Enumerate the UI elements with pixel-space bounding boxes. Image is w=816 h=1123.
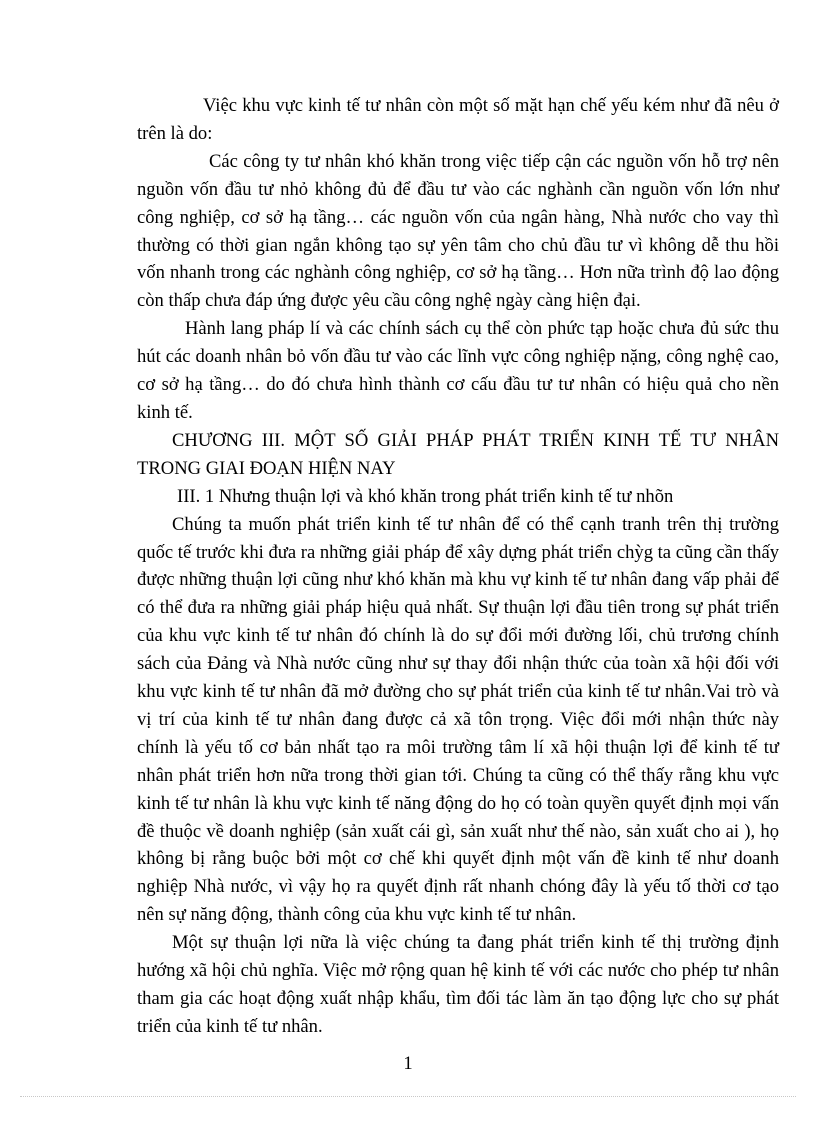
capital-access-paragraph: Các công ty tư nhân khó khăn trong việc tiếp cận các nguồn vốn hỗ trợ nên nguồn vốn đầu tư nhỏ không đủ để đầu tư vào các nghành cần nguồn vốn lớn như công nghiệp, cơ sở hạ tầng… các nguồn vốn của ngân hàng, Nhà nước cho vay thì thường có thời gian ngắn không tạo sự yên tâm cho chủ đầu tư vì không dễ thu hồi vốn nhanh trong các nghành công nghiệp, cơ sở hạ tầng… Hơn nữa trình độ lao động còn thấp chưa đáp ứng được yêu cầu công nghệ ngày càng hiện đại. [137, 150, 779, 312]
legal-framework-paragraph: Hành lang pháp lí và các chính sách cụ thể còn phức tạp hoặc chưa đủ sức thu hút các doanh nhân bỏ vốn đầu tư vào các lĩnh vực công nghiệp nặng, công nghệ cao, cơ sở hạ tầng… do đó chưa hình thành cơ cấu đầu tư tư nhân có hiệu quả cho nền kinh tế. [137, 318, 779, 423]
page-bottom-divider [20, 1096, 796, 1097]
section-heading: III. 1 Nhưng thuận lợi và khó khăn trong phát triển kinh tế tư nhõn [177, 485, 674, 507]
advantages-paragraph: Chúng ta muốn phát triển kinh tế tư nhân để có thể cạnh tranh trên thị trường quốc tế trước khi đưa ra những giải pháp để xây dựng phát triển chỳg ta cũng cần thấy được những thuận lợi cũng như khó khăn mà khu vự kinh tế tư nhân đang vấp phải để có thể đưa ra những giải pháp hiệu quả nhất. Sự thuận lợi đầu tiên trong sự phát triển của khu vực kinh tế tư nhân đó chính là do sự đổi mới đường lối, chủ trương chính sách của Đảng và Nhà nước cũng như sự thay đổi nhận thức của toàn xã hội đối với khu vực kinh tế tư nhân đã mở đường cho sự phát triển của kinh tế tư nhân.Vai trò và vị trí của kinh tế tư nhân đang được cả xã tôn trọng. Việc đổi mới nhận thức này chính là yếu tố cơ bản nhất tạo ra môi trường tâm lí xã hội thuận lợi để kinh tế tư nhân phát triển hơn nữa trong thời gian tới. Chúng ta cũng có thể thấy rằng khu vực kinh tế tư nhân là khu vực kinh tế năng động do họ có toàn quyền quyết định mọi vấn đề thuộc về doanh nghiệp (sản xuất cái gì, sản xuất như thế nào, sản xuất cho ai ), họ không bị rằng buộc bởi một cơ chế khi quyết định một vấn đề kinh tế như doanh nghiệp Nhà nước, vì vậy họ ra quyết định rất nhanh chóng đây là yếu tố thời cơ tạo nên sự năng động, thành công của khu vực kinh tế tư nhân. [137, 513, 779, 926]
chapter-heading: CHƯƠNG III. MỘT SỐ GIẢI PHÁP PHÁT TRIỂN KINH TẾ TƯ NHÂN TRONG GIAI ĐOẠN HIỆN NAY [137, 429, 779, 479]
intro-paragraph: Việc khu vực kinh tế tư nhân còn một số mặt hạn chế yếu kém như đã nêu ở trên là do: [137, 95, 779, 144]
market-economy-paragraph: Một sự thuận lợi nữa là việc chúng ta đang phát triển kinh tế thị trường định hướng xã hội chủ nghĩa. Việc mở rộng quan hệ kinh tế với các nước cho phép tư nhân tham gia các hoạt động xuất nhập khẩu, tìm đối tác làm ăn tạo động lực cho sự phát triển của kinh tế tư nhân. [137, 932, 779, 1037]
page-number: 1 [403, 1053, 413, 1074]
document-body [137, 92, 779, 1041]
